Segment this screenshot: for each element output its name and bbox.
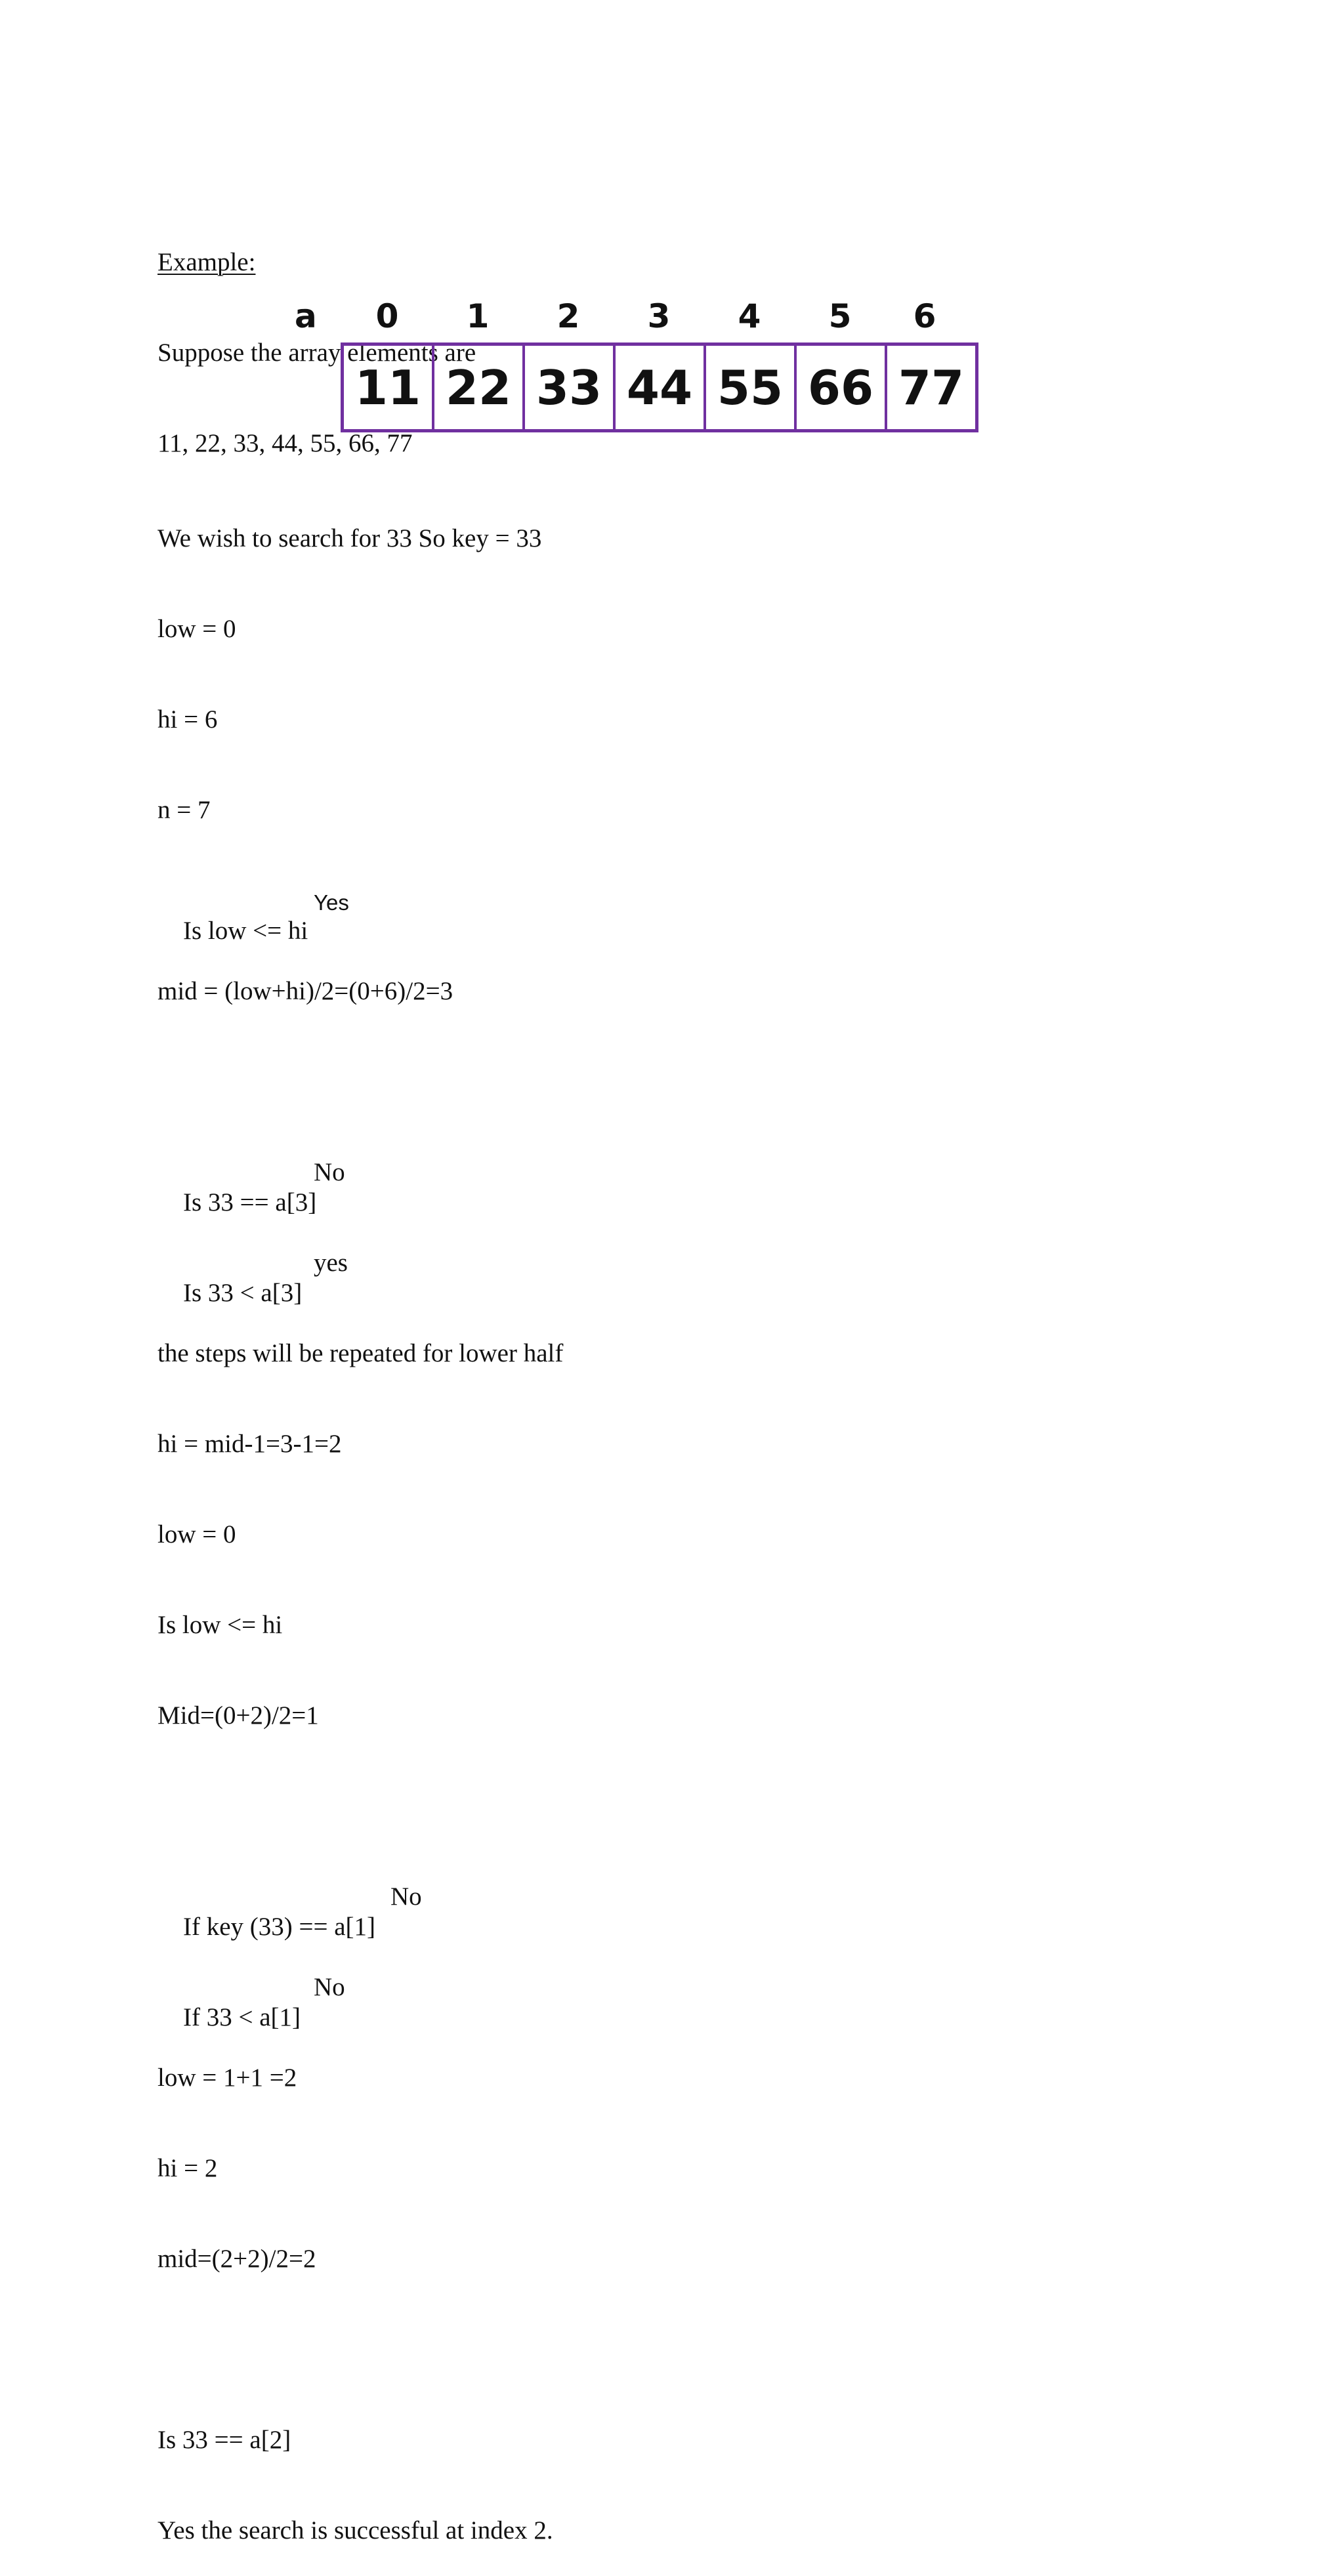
array-index-label: 4 — [738, 297, 761, 335]
step-note: No — [314, 1158, 345, 1186]
step-line: hi = mid-1=3-1=2 — [158, 1430, 342, 1458]
steps-section — [158, 463, 945, 2576]
step-line: low = 0 — [158, 1520, 236, 1548]
array-name-label: a — [295, 297, 317, 335]
step-line: n = 7 — [158, 796, 211, 824]
step-line: Is 33 == a[3] — [183, 1188, 317, 1216]
step-note: yes — [314, 1249, 348, 1277]
step-line: Is low <= hi — [183, 917, 308, 945]
array-index-label: 1 — [466, 297, 490, 335]
result-line: Yes the search is successful at index 2. — [158, 2516, 553, 2545]
step-line: hi = 2 — [158, 2154, 218, 2182]
array-cell: 77 — [898, 360, 965, 415]
example-heading: Example: — [158, 248, 256, 276]
step-note: No — [390, 1882, 422, 1911]
step-line: We wish to search for 33 So key = 33 — [158, 524, 542, 552]
intro-line: Suppose the array elements are — [158, 339, 476, 367]
array-box — [341, 343, 978, 432]
step-line: mid = (low+hi)/2=(0+6)/2=3 — [158, 977, 453, 1005]
step-line: mid=(2+2)/2=2 — [158, 2245, 316, 2273]
array-index-label: 5 — [828, 297, 852, 335]
step-line: If key (33) == a[1] — [183, 1913, 376, 1941]
step-line: low = 0 — [158, 615, 236, 643]
array-elements-line: 11, 22, 33, 44, 55, 66, 77 — [158, 429, 413, 457]
step-line: the steps will be repeated for lower half — [158, 1339, 564, 1367]
array-index-label: 3 — [647, 297, 671, 335]
array-cell: 11 — [344, 346, 434, 429]
array-index-label: 0 — [375, 297, 399, 335]
array-cell: 33 — [525, 346, 616, 429]
array-cell: 44 — [616, 346, 706, 429]
array-cell: 22 — [434, 346, 525, 429]
step-line: low = 1+1 =2 — [158, 2064, 297, 2092]
array-cell: 66 — [797, 346, 887, 429]
step-line: Is low <= hi — [158, 1611, 283, 1639]
array-cell: 55 — [706, 346, 797, 429]
array-index-label: 6 — [913, 297, 936, 335]
step-line: Is 33 < a[3] — [183, 1279, 303, 1307]
step-line: Mid=(0+2)/2=1 — [158, 1701, 319, 1730]
step-line: hi = 6 — [158, 705, 218, 734]
step-line: Is 33 == a[2] — [158, 2426, 291, 2454]
step-note: No — [314, 1973, 345, 2001]
array-index-label: 2 — [556, 297, 580, 335]
step-note: Yes — [314, 890, 349, 915]
step-line: If 33 < a[1] — [183, 2003, 301, 2031]
intro-section — [158, 187, 476, 489]
